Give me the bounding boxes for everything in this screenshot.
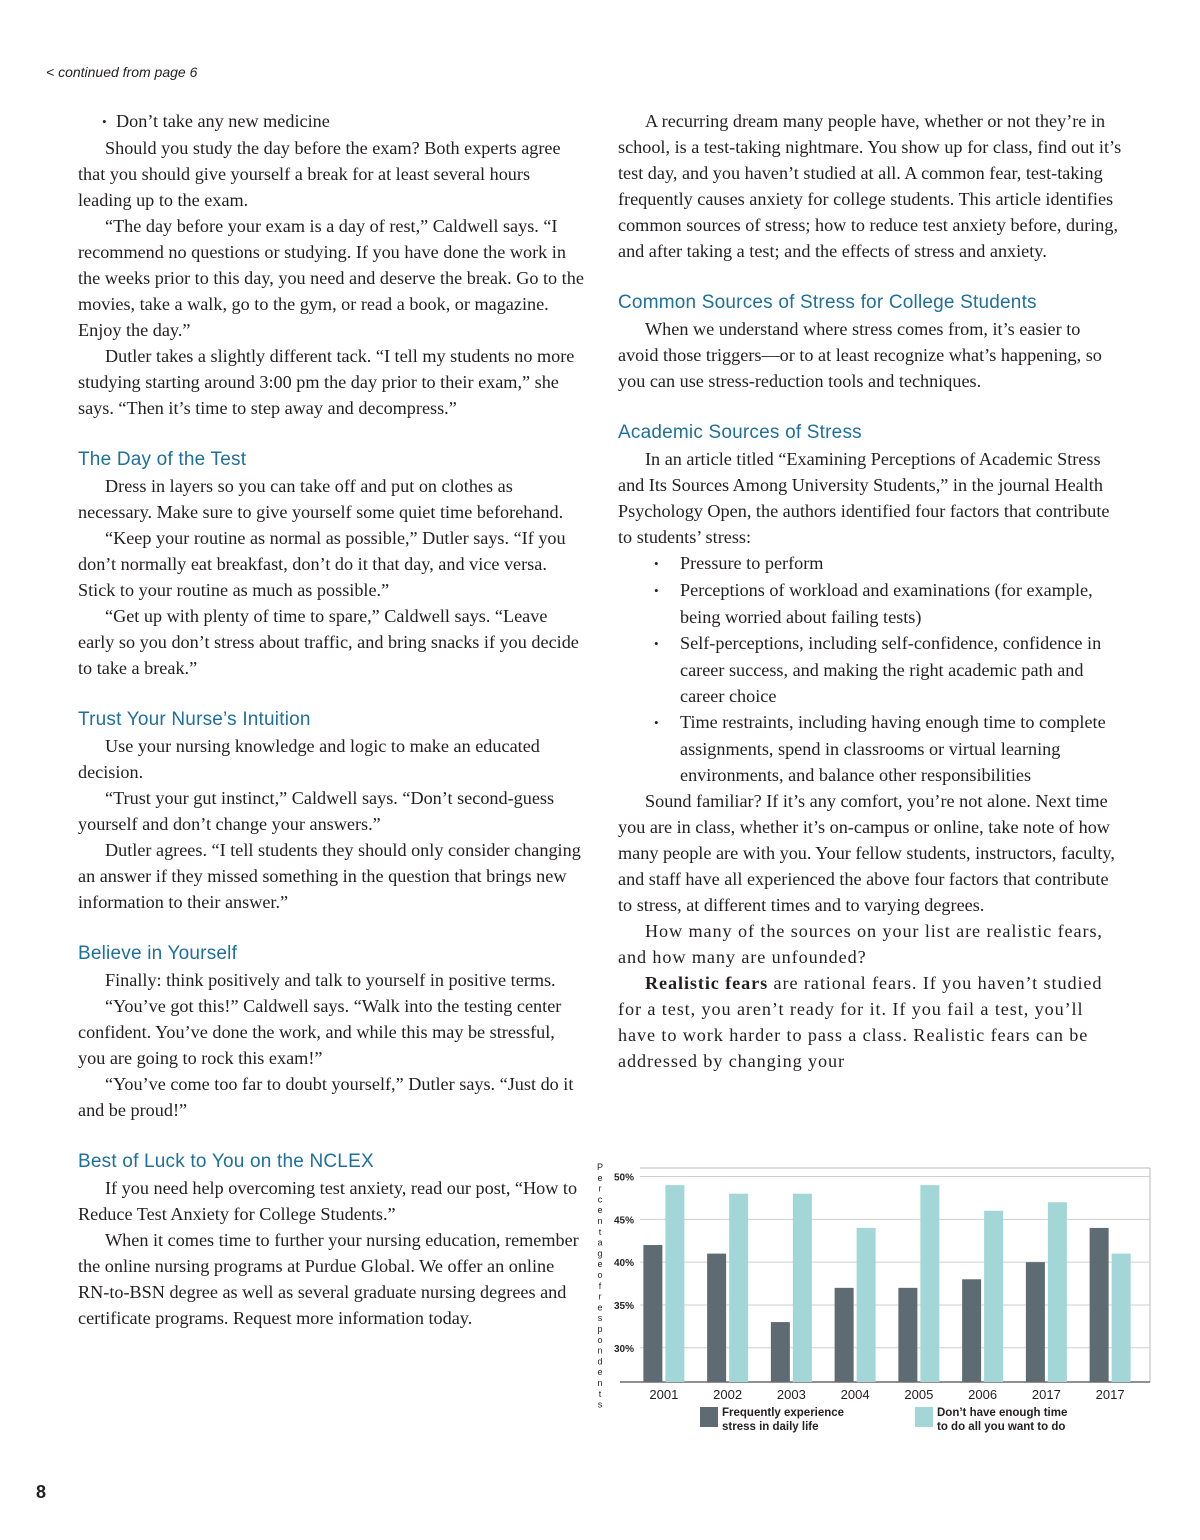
paragraph: “Trust your gut instinct,” Caldwell says. “Don’t second-guess yourself and don’t change your answers.”: [78, 788, 555, 834]
paragraph: “Keep your routine as normal as possible,” Dutler says. “If you don’t normally eat breakfast, don’t do it that day, and vice versa. Stick to your routine as much as possible.”: [78, 528, 566, 600]
paragraph: When we understand where stress comes from, it’s easier to avoid those triggers—or to at least recognize what’s happening, so you can use stress-reduction tools and techniques.: [618, 319, 1102, 391]
paragraph: If you need help overcoming test anxiety, read our post, “How to Reduce Test Anxiety for College Students.”: [78, 1178, 578, 1224]
bar-stress-2005: [898, 1288, 917, 1382]
bar-time-2006: [984, 1211, 1003, 1382]
y-tick-label: 30%: [613, 1343, 634, 1355]
legend-label: Frequently experience: [722, 1407, 845, 1419]
paragraph: Dutler takes a slightly different tack. “I tell my students no more studying starting around 3:00 pm the day prior to their exam,” she says. “Then it’s time to step away and decompress.”: [78, 346, 575, 418]
paragraph: Should you study the day before the exam? Both experts agree that you should give yourself a break for at least several hours leading up to the exam.: [78, 138, 561, 210]
bar-stress-2003: [771, 1322, 790, 1382]
paragraph: Sound familiar? If it’s any comfort, you’re not alone. Next time you are in class, whether it’s on-campus or online, take note of how many people are with you. Your fellow students, instructors, faculty, and staff have all experienced the above four factors that contribute to stress, at different times and to varying degrees.: [618, 791, 1115, 915]
x-tick-label: 2003: [776, 1387, 806, 1402]
x-tick-label: 2006: [968, 1387, 998, 1402]
list-item: • Pressure to perform: [618, 550, 1124, 577]
right-column: [618, 108, 1124, 1074]
bar-time-2017: [1048, 1202, 1067, 1382]
paragraph: How many of the sources on your list are realistic fears, and how many are unfounded?: [618, 921, 1103, 967]
bullet-icon: •: [654, 556, 659, 571]
x-tick-label: 2017: [1031, 1387, 1061, 1402]
x-tick-label: 2002: [713, 1387, 743, 1402]
legend-swatch: [700, 1407, 718, 1427]
x-tick-label: 2005: [904, 1387, 934, 1402]
x-tick-label: 2017: [1095, 1387, 1125, 1402]
list-item: • Don’t take any new medicine: [78, 108, 584, 135]
bar-chart: [590, 1160, 1160, 1445]
bar-time-2004: [857, 1228, 876, 1382]
bar-stress-2017: [1026, 1262, 1045, 1382]
paragraph: “You’ve got this!” Caldwell says. “Walk into the testing center confident. You’ve done the work, and while this may be stressful, you are going to rock this exam!”: [78, 996, 562, 1068]
legend-swatch: [915, 1407, 933, 1427]
page-number: 8: [36, 1482, 47, 1502]
bar-time-2002: [729, 1194, 748, 1382]
x-tick-label: 2001: [649, 1387, 679, 1402]
paragraph: In an article titled “Examining Perceptions of Academic Stress and Its Sources Among University Students,” in the journal Health Psychology Open, the authors identified four factors that contribute to students’ stress:: [618, 449, 1110, 547]
bullet-icon: •: [102, 114, 107, 129]
continued-note: < continued from page 6: [46, 64, 198, 80]
y-tick-label: 45%: [613, 1215, 634, 1227]
section-heading-believe: Believe in Yourself: [78, 943, 238, 964]
paragraph: “You’ve come too far to doubt yourself,” Dutler says. “Just do it and be proud!”: [78, 1074, 574, 1120]
bar-time-2017: [1112, 1254, 1131, 1382]
legend-label: to do all you want to do: [937, 1421, 1066, 1433]
bar-stress-2004: [835, 1288, 854, 1382]
legend-label: Don’t have enough time: [937, 1407, 1068, 1419]
bar-stress-2002: [707, 1254, 726, 1382]
paragraph: Dutler agrees. “I tell students they should only consider changing an answer if they missed something in the question that brings new information to their answer.”: [78, 840, 581, 912]
section-heading-academic-sources: Academic Sources of Stress: [618, 422, 862, 443]
y-tick-label: 35%: [613, 1300, 634, 1312]
paragraph: “Get up with plenty of time to spare,” Caldwell says. “Leave early so you don’t stress about traffic, and bring snacks if you decide to take a break.”: [78, 606, 579, 678]
bullet-icon: •: [654, 715, 659, 730]
paragraph: A recurring dream many people have, whether or not they’re in school, is a test-taking nightmare. You show up for class, find out it’s test day, and you haven’t studied at all. A common fear, test-taking frequently causes anxiety for college students. This article identifies common sources of stress; how to reduce test anxiety before, during, and after taking a test; and the effects of stress and anxiety.: [618, 111, 1122, 261]
bar-stress-2001: [643, 1245, 662, 1382]
y-axis-label: P e r c e n t a g e o f r e s p o n d e n t s: [596, 1162, 604, 1410]
list-item: • Self-perceptions, including self-confidence, confidence in career success, and making the right academic path and career choice: [654, 633, 1102, 706]
section-heading-common-sources: Common Sources of Stress for College Students: [618, 292, 1037, 313]
bar-stress-2006: [962, 1279, 981, 1382]
section-heading-nclex: Best of Luck to You on the NCLEX: [78, 1151, 374, 1172]
paragraph: Use your nursing knowledge and logic to make an educated decision.: [78, 736, 540, 782]
section-heading-day-of-test: The Day of the Test: [78, 449, 247, 470]
y-tick-label: 40%: [613, 1258, 634, 1270]
bar-stress-2017: [1090, 1228, 1109, 1382]
list-item: • Time restraints, including having enough time to complete assignments, spend in classrooms or virtual learning environments, and balance other responsibilities: [654, 712, 1106, 785]
x-tick-label: 2004: [840, 1387, 870, 1402]
bar-time-2005: [920, 1185, 939, 1382]
list-item: • Perceptions of workload and examinations (for example, being worried about failing tests): [654, 580, 1093, 627]
bar-time-2001: [665, 1185, 684, 1382]
bullet-icon: •: [654, 583, 659, 598]
bold-term: Realistic fears: [645, 973, 769, 993]
legend-label: stress in daily life: [722, 1421, 819, 1433]
paragraph: Dress in layers so you can take off and put on clothes as necessary. Make sure to give yourself some quiet time beforehand.: [78, 476, 564, 522]
y-tick-label: 50%: [613, 1172, 634, 1184]
paragraph: Realistic fears are rational fears. If you haven’t studied for a test, you aren’t ready for it. If you fail a test, you’ll have to work harder to pass a class. Realistic fears can be addressed by changing your: [618, 973, 1103, 1071]
paragraph: Finally: think positively and talk to yourself in positive terms.: [105, 970, 556, 990]
left-column: [78, 108, 584, 1331]
bar-time-2003: [793, 1194, 812, 1382]
section-heading-intuition: Trust Your Nurse’s Intuition: [78, 709, 311, 730]
paragraph: “The day before your exam is a day of rest,” Caldwell says. “I recommend no questions or studying. If you have done the work in the weeks prior to this day, you need and deserve the break. Go to the movies, take a walk, go to the gym, or read a book, or magazine. Enjoy the day.”: [78, 216, 584, 340]
paragraph: When it comes time to further your nursing education, remember the online nursing programs at Purdue Global. We offer an online RN-to-BSN degree as well as several graduate nursing degrees and certificate programs. Request more information today.: [78, 1230, 579, 1328]
bullet-icon: •: [654, 636, 659, 651]
